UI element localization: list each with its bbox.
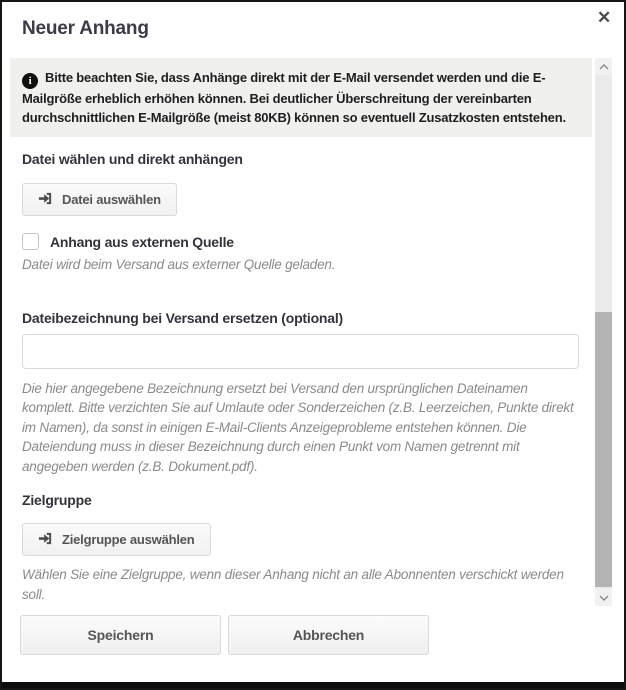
choose-target-group-button-label: Zielgruppe auswählen bbox=[62, 532, 195, 547]
external-source-row bbox=[22, 233, 579, 250]
close-button[interactable] bbox=[597, 8, 611, 28]
info-banner bbox=[10, 58, 592, 137]
page-title: Neuer Anhang bbox=[22, 18, 149, 39]
info-icon: i bbox=[22, 73, 38, 89]
choose-target-group-button[interactable] bbox=[22, 523, 211, 556]
section-heading-file: Datei wählen und direkt anhängen bbox=[22, 151, 243, 167]
file-name-hint: Die hier angegebene Bezeichnung ersetzt bei Versand den ursprünglichen Dateinamen komplett. Bitte verzichten Sie auf Umlaute oder Sonderzeichen (z.B. Leerzeichen, Punkte direkt im Namen), da sonst in einigen E-Mail-Clients Anzeigeprobleme entstehen können. Die Dateiendung muss in dieser Bezeichnung durch einen Punkt vom Namen getrennt mit angegeben werden (z.B. Dokument.pdf). bbox=[22, 380, 574, 474]
vertical-scrollbar[interactable] bbox=[595, 58, 612, 606]
external-source-hint: Datei wird beim Versand aus externer Quelle geladen. bbox=[22, 257, 336, 272]
chevron-down-icon bbox=[599, 595, 609, 601]
info-banner-text: Bitte beachten Sie, dass Anhänge direkt mit der E-Mail versendet werden und die E-Mailgröße erheblich erhöhen können. Bei deutlicher Überschreitung der vereinbarten durchschnittlichen E-Mailgröße (meist 80KB) können so eventuell Zusatzkosten entstehen. bbox=[22, 70, 566, 125]
chevron-up-icon bbox=[599, 64, 609, 70]
file-name-input[interactable] bbox=[22, 334, 579, 369]
scroll-up-button[interactable] bbox=[595, 58, 612, 75]
dialog-header bbox=[2, 2, 624, 58]
section-heading-file-name: Dateibezeichnung bei Versand ersetzen (optional) bbox=[22, 309, 344, 326]
dialog-footer bbox=[20, 615, 624, 655]
external-source-checkbox-label[interactable]: Anhang aus externen Quelle bbox=[50, 233, 234, 250]
close-icon: ✕ bbox=[596, 8, 611, 27]
sign-in-icon bbox=[38, 531, 53, 549]
dialog-content bbox=[10, 58, 592, 606]
sign-in-icon bbox=[38, 191, 53, 209]
choose-file-button-label: Datei auswählen bbox=[62, 192, 161, 207]
save-button[interactable]: Speichern bbox=[20, 615, 221, 655]
target-group-hint: Wählen Sie eine Zielgruppe, wenn dieser Anhang nicht an alle Abonnenten verschickt werden soll. bbox=[22, 567, 564, 602]
scroll-down-button[interactable] bbox=[595, 589, 612, 606]
page-background-strip bbox=[2, 682, 624, 688]
section-heading-target-group: Zielgruppe bbox=[22, 492, 92, 508]
dialog-scroll-area bbox=[10, 58, 612, 606]
cancel-button[interactable]: Abbrechen bbox=[228, 615, 429, 655]
external-source-checkbox[interactable] bbox=[22, 233, 39, 250]
scrollbar-thumb[interactable] bbox=[595, 312, 612, 587]
choose-file-button[interactable] bbox=[22, 183, 177, 216]
